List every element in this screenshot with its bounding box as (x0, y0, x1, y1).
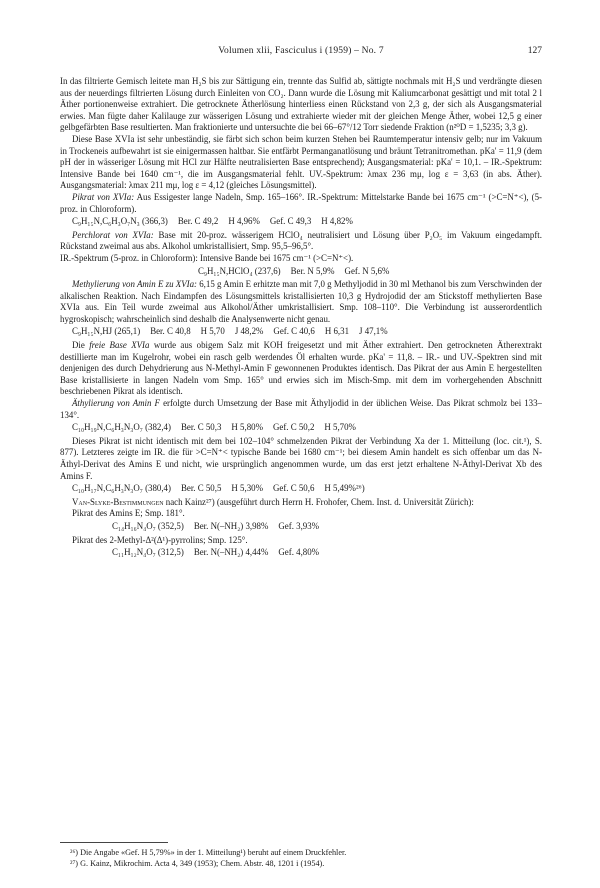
methylierung-text: 6,15 g Amin E erhitzte man mit 7,0 g Methyljodid in 30 ml Methanol bis zum Verschwinden der alkalischen Reaktion. Nach Eindampfen des Lösungsmittels kristallisierten 10,3 g Hydrojodid der am Stickstoff methylierten Base XVIa aus. Ein Teil wurde zweimal aus Alkohol/Äther umkristallisiert. Smp. 108–110°. Die Verbindung ist ausserordentlich hygroskopisch; wahrscheinlich sind deshalb die Analysenwerte nicht genau. (60, 279, 543, 324)
methylierung-heading: Methylierung von Amin E zu XVIa: (72, 279, 197, 290)
van-slyke-text: nach Kainz²⁷) (ausgeführt durch Herrn H. Frohofer, Chem. Inst. d. Universität Zürich): (163, 496, 474, 507)
paragraph-filtration: In das filtrierte Gemisch leitete man H₂S bis zur Sättigung ein, trennte das Sulfid ab, sättigte nochmals mit H₂S und verdrängte diesen aus der neuerdings filtrierten Lösung durch Einleiten von CO₂. Dann wurde die Lösung mit Kaliumcarbonat gesättigt und mit total 2 l Äther portionenweise extrahiert. Die getrocknete Ätherlösung hinterliess einen Rückstand von 2,3 g, der sich als Ausgangsmaterial erwies. Man fügte daher Kalilauge zur wässerigen Lösung und extrahierte wieder mit der gleichen Menge Äther, wobei 12,5 g einer gelbgefärbten Base resultierten. Man fraktionierte und untersuchte die bei 66–67°/12 Torr siedende Fraktion (n²⁰D = 1,5235; 3,3 g). (60, 76, 542, 133)
analysis-formula-hydrojodid: C₉H₁₅N,HJ (265,1) Ber. C 40,8 H 5,70 J 48,2% Gef. C 40,6 H 6,31 J 47,1% (72, 326, 388, 337)
analysis-formula-pikrat: C₉H₁₅N,C₆H₃O₇N₃ (366,3) Ber. C 49,2 H 4,96% Gef. C 49,3 H 4,82% (72, 216, 353, 227)
perchlorat-heading: Perchlorat von XVIa: (72, 229, 154, 240)
paragraph-pikrat-vergleich: Dieses Pikrat ist nicht identisch mit dem bei 102–104° schmelzenden Pikrat der Verbindung Xa der 1. Mitteilung (loc. cit.¹), S. 877). Letzteres zeigte im IR. die für >C=N⁺< typische Bande bei 1680 cm⁻¹; bei diesem Amin handelt es sich offenbar um das N-Äthyl-Derivat des Amins E und nicht, wie ursprünglich angenommen wurde, um das erst jetzt erhaltene N-Äthyl-Derivat Xb des Amins F. (60, 435, 542, 481)
pikrat-heading: Pikrat von XVIa: (72, 191, 135, 202)
analysis-formula-perchlorat: C₉H₁₅N,HClO₄ (237,6) Ber. N 5,9% Gef. N 5,6% (198, 265, 390, 276)
running-header (60, 46, 542, 60)
pikrat-text: Aus Essigester lange Nadeln, Smp. 165–166°. IR.-Spektrum: Mittelstarke Bande bei 1675 cm⁻¹ (>C=N⁺<), (5-proz. in Chloroform). (60, 191, 542, 214)
analysis-formula-n-aethyl: C₁₀H₁₇N,C₆H₃N₃O₇ (380,4) Ber. C 50,5 H 5,30% Gef. C 50,6 H 5,49%²⁶) (72, 483, 365, 494)
journal-volume-line: Volumen xlii, Fasciculus i (1959) – No. 7 (218, 46, 384, 56)
aethylierung-text: erfolgte durch Umsetzung der Base mit Äthyljodid in der üblichen Weise. Das Pikrat schmolz bei 133–134°. (60, 398, 542, 420)
footnote-divider (60, 842, 168, 843)
article-body (60, 76, 542, 561)
paragraph-base-xvia: Diese Base XVIa ist sehr unbeständig, sie färbt sich schon beim kurzen Stehen bei Raumtemperatur intensiv gelb; nur im Vakuum in Trockeneis aufbewahrt ist sie einigermassen haltbar. Sie entfärbt Permanganatlösung und bräunt Tetranitromethan. pKa' = 11,9 (dem pH der in wässeriger Lösung mit HCl zur Hälfte neutralisierten Base entsprechend); Ausgangsmaterial: pKa' = 10,1. – IR.-Spektrum: Intensive Bande bei 1640 cm⁻¹, die im Ausgangsmaterial fehlt. UV.-Spektrum: λmax 236 mμ, log ε = 3,63 (in abs. Äther). Ausgangsmaterial: λmax 211 mμ, log ε = 4,12 (gleiches Lösungsmittel). (60, 133, 542, 191)
footnote-27: ²⁷) G. Kainz, Mikrochim. Acta 4, 349 (1953); Chem. Abstr. 48, 1201 i (1954). (70, 859, 325, 868)
paragraph-freie-base: Die freie Base XVIa wurde aus obigem Salz mit KOH freigesetzt und mit Äther extrahiert. Den getrockneten Ätherextrakt destillierte man im Kugelrohr, wobei ein rasch gelb werdendes Öl erhalten wurde. pKa' = 11,8. – IR.- und UV.-Spektren sind mit denjenigen des durch Dehydrierung aus N-Methyl-Amin F gewonnenen Produktes identisch. Das Pikrat der aus Amin E hergestellten Base kristallisierte in langen Nadeln vom Smp. 165° und erwies sich im Misch-Smp. mit dem im vorhergehenden Abschnitt beschriebenen Pikrat als identisch. (60, 340, 542, 397)
perchlorat-ir: IR.-Spektrum (5-proz. in Chloroform): Intensive Bande bei 1675 cm⁻¹ (>C=N⁺<). (60, 252, 354, 263)
paragraph-aethylierung (60, 398, 542, 421)
page-number: 127 (527, 46, 542, 56)
paragraph-van-slyke (60, 497, 542, 509)
pikrat-pyrrolin-line: Pikrat des 2-Methyl-Δ²(Δ¹)-pyrrolins; Smp. 125°. (72, 534, 248, 545)
van-slyke-heading: Van-Slyke-Bestimmungen (72, 496, 164, 507)
aethylierung-heading: Äthylierung von Amin F (72, 398, 160, 409)
freie-base-text: wurde aus obigem Salz mit KOH freigesetzt und mit Äther extrahiert. Den getrockneten Ätherextrakt destillierte man im Kugelrohr, wobei ein rasch gelb werdendes Öl erhalten wurde. pKa' = 11,8. – IR.- und UV.-Spektren sind mit denjenigen des durch Dehydrierung aus N-Methyl-Amin F gewonnenen Produktes identisch. Das Pikrat der aus Amin E hergestellten Base kristallisierte in langen Nadeln vom Smp. 165° und erwies sich im Misch-Smp. mit dem im vorhergehenden Abschnitt beschriebenen Pikrat als identisch. (60, 340, 542, 397)
perchlorat-text: Base mit 20-proz. wässerigem HClO₄ neutralisiert und Lösung über P₂O₅ im Vakuum eingedampft. Rückstand zweimal aus abs. Alkohol umkristallisiert, Smp. 95,5–96,5°. (60, 229, 542, 252)
analysis-formula-pyrrolin: C₁₁H₁₂N₄O₇ (312,5) Ber. N(–NH₂) 4,44% Gef. 4,80% (112, 547, 320, 558)
freie-base-heading: freie Base XVIa (89, 340, 150, 351)
footnotes (60, 847, 542, 869)
analysis-formula-amin-e: C₁₄H₁₆N₄O₇ (352,5) Ber. N(–NH₂) 3,98% Gef. 3,93% (112, 520, 320, 531)
paragraph-pikrat (60, 192, 542, 215)
analysis-formula-aethyl-pikrat: C₁₀H₁₉N,C₆H₃N₃O₇ (382,4) Ber. C 50,3 H 5,80% Gef. C 50,2 H 5,70% (72, 422, 356, 433)
paragraph-perchlorat (60, 230, 542, 253)
pikrat-amin-e-line: Pikrat des Amins E; Smp. 181°. (72, 508, 185, 519)
footnote-26: ²⁶) Die Angabe «Gef. H 5,79%» in der 1. Mitteilung¹) beruht auf einem Druckfehler. (70, 848, 347, 857)
paragraph-methylierung (60, 279, 542, 325)
